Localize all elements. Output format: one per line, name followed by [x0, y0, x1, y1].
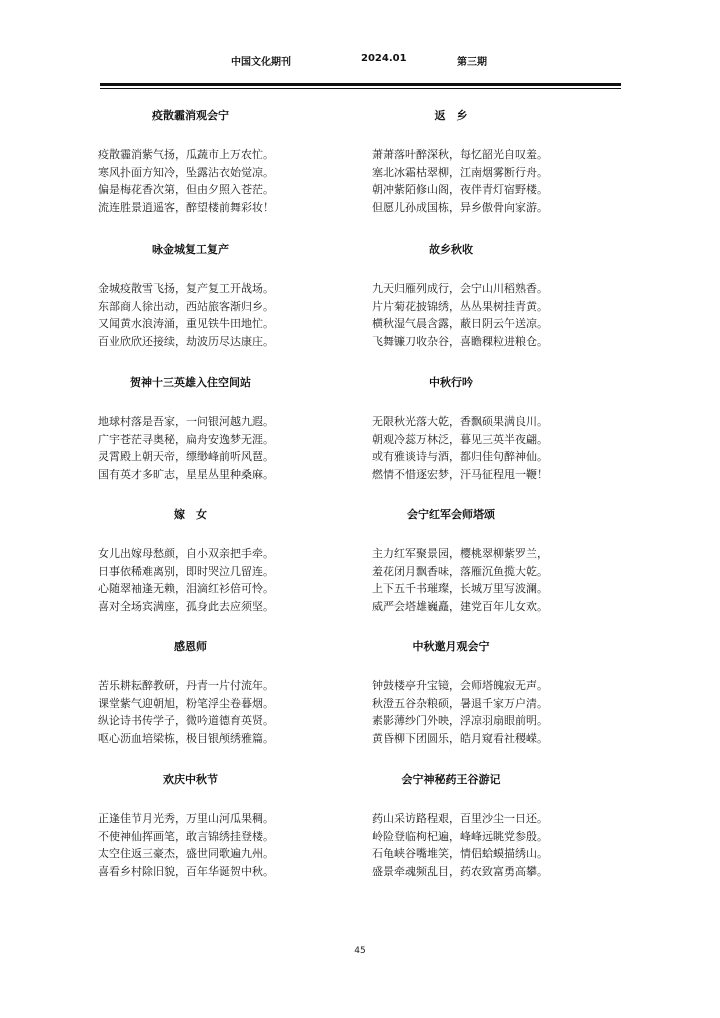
poem-line: 太空住返三豪杰，盛世同歌遍九州。: [98, 847, 274, 861]
poem-line: 羞花闭月飘香味，落雁沉鱼揽大乾。: [372, 564, 548, 578]
poem-title: 感恩师: [174, 640, 207, 653]
poem-lines: [372, 810, 622, 880]
poem-lines: [98, 677, 348, 747]
issue-date: 2024.01: [361, 53, 407, 64]
header-rule-thin: [100, 88, 621, 89]
poem-lines: [98, 146, 348, 216]
poem-line: 不使神仙挥画笔，敢言锦绣挂登楼。: [98, 829, 274, 843]
poem-title: 疫散霾消观会宁: [152, 109, 229, 122]
poem-lines: [372, 146, 622, 216]
poem-line: 主力红军聚景园，樱桃翠柳紫罗兰，: [372, 547, 548, 560]
poem-line: 地球村落是吾家，一问银河越九遐。: [98, 415, 274, 428]
poem-title: 贺神十三英雄入住空间站: [130, 376, 251, 389]
journal-name: 中国文化期刊: [231, 57, 291, 68]
poem-line: 九天归雁列成行，会宁山川稻熟香。: [372, 282, 548, 295]
poem-line: 心随翠袖逢无赖，泪滴红衫倍可怜。: [98, 582, 274, 596]
poem-line: 石龟峡谷嘴堆笑，情侣蛤蟆描绣山。: [372, 847, 548, 861]
poem-title: 咏金城复工复产: [152, 243, 229, 256]
poem-line: 岭险登临枸杞遍，峰峰远眺党参殷。: [372, 829, 548, 843]
poem-lines: [98, 413, 348, 483]
poem-line: 百业欣欣还接续，劫波历尽达康庄。: [98, 334, 274, 348]
poem-line: 威严会塔雄巍矗，建党百年儿女欢。: [372, 599, 548, 613]
poem-line: 纵论诗书传学子，微吟道德育英贤。: [98, 714, 274, 728]
poem-lines: [372, 545, 622, 615]
poem-line: 秋澄五谷杂粮硕，暑退千家万户清。: [372, 696, 548, 710]
poem-line: 流连胜景逍遥客，醉望楼前舞彩妆！: [98, 200, 274, 214]
poem-line: 女儿出嫁母愁颜，自小双亲把手牵。: [98, 547, 274, 560]
poem-line: 苦乐耕耘醉教研，丹青一片付流年。: [98, 679, 274, 692]
poem-line: 塞北冰霜枯翠柳，江南烟雾断行舟。: [372, 165, 548, 179]
header-rule-thick: [100, 83, 621, 86]
poem-line: 横秋湿气晨含露，蔽日阴云午送凉。: [372, 317, 548, 331]
poem-line: 上下五千书璀璨，长城万里写波澜。: [372, 582, 548, 596]
poem-line: 飞舞镰刀收杂谷，喜瞻稞粒进粮仓。: [372, 334, 548, 348]
poem-line: 药山采访路程艰，百里沙尘一日还。: [372, 812, 548, 825]
poem-line: 无限秋光落大乾，香飘硕果满良川。: [372, 415, 548, 428]
page-number: 45: [354, 946, 366, 956]
poem-line: 寒风扑面方知冷，坠露沾衣始觉凉。: [98, 165, 274, 179]
poem-lines: [372, 413, 622, 483]
poem-line: 日事依稀难离别，即时哭泣几留连。: [98, 564, 274, 578]
poem-line: 朝观冷蕊万林泛，暮见三英半夜翩。: [372, 432, 548, 446]
poem-line: 东部商人徐出动，西站旅客渐归乡。: [98, 299, 274, 313]
poem-line: 盛景牵魂频乱目，药农致富勇高攀。: [372, 864, 548, 878]
poem-lines: [372, 280, 622, 350]
poem-line: 广宇苍茫寻奥秘，扁舟安逸梦无涯。: [98, 432, 274, 446]
poem-title: 会宁红军会师塔颂: [407, 508, 495, 521]
poem-lines: [98, 810, 348, 880]
issue-number: 第三期: [457, 57, 487, 68]
poem-line: 黄昏柳下团圆乐，皓月窥看社稷嵘。: [372, 731, 548, 745]
poem-title: 中秋行吟: [429, 376, 473, 389]
poem-title: 返 乡: [434, 109, 468, 122]
page-header: [0, 53, 720, 69]
poem-title: 会宁神秘药王谷游记: [401, 773, 501, 786]
poem-line: 但愿儿孙成国栋，异乡傲骨向家游。: [372, 200, 548, 214]
poem-line: 钟鼓楼亭升宝镜，会师塔魄寂无声。: [372, 679, 548, 692]
poem-title: 故乡秋收: [429, 243, 473, 256]
poem-line: 正逢佳节月光秀，万里山河瓜果稠。: [98, 812, 274, 825]
poem-line: 萧萧落叶醉深秋，每忆韶光自叹羞。: [372, 148, 548, 161]
poem-title: 嫁 女: [174, 508, 207, 521]
poem-line: 片片菊花披锦绣，丛丛果树挂青黄。: [372, 299, 548, 313]
poem-line: 疫散霾消紫气扬，瓜蔬市上万农忙。: [98, 148, 274, 161]
poem-line: 呕心沥血培梁栋，极目银颅绣雅篇。: [98, 731, 274, 745]
poem-title: 中秋邀月观会宁: [412, 640, 490, 653]
poem-title: 欢庆中秋节: [163, 773, 218, 786]
poem-line: 或有雅谈诗与酒，都归佳句醉神仙。: [372, 450, 548, 464]
poem-line: 国有英才多旷志，星星丛里种桑麻。: [98, 467, 274, 481]
poem-line: 喜看乡村除旧貌，百年华诞贺中秋。: [98, 864, 274, 878]
poem-lines: [98, 545, 348, 615]
poem-line: 金城疫散雪飞扬，复产复工开战场。: [98, 282, 274, 295]
poem-line: 喜对全场宾满座，孤身此去应须坚。: [98, 599, 274, 613]
poem-line: 课堂紫气迎朝旭，粉笔浮尘卷暮烟。: [98, 696, 274, 710]
poem-line: 灵霄殿上朝天帝，缥缈峰前听风琶。: [98, 450, 274, 464]
poem-line: 燃情不惜逐宏梦，汗马征程甩一鞭！: [372, 467, 548, 481]
poem-line: 朝冲紫陌修山阁，夜伴青灯宿野楼。: [372, 183, 548, 197]
poem-lines: [98, 280, 348, 350]
poem-line: 又闻黄水浪涛涌，重见铁牛田地忙。: [98, 317, 274, 331]
poem-line: 偏是梅花香次第，但由夕照入苍茫。: [98, 183, 274, 197]
poem-line: 素影薄纱门外映，浮凉羽扇眼前明。: [372, 714, 548, 728]
poem-lines: [372, 677, 622, 747]
